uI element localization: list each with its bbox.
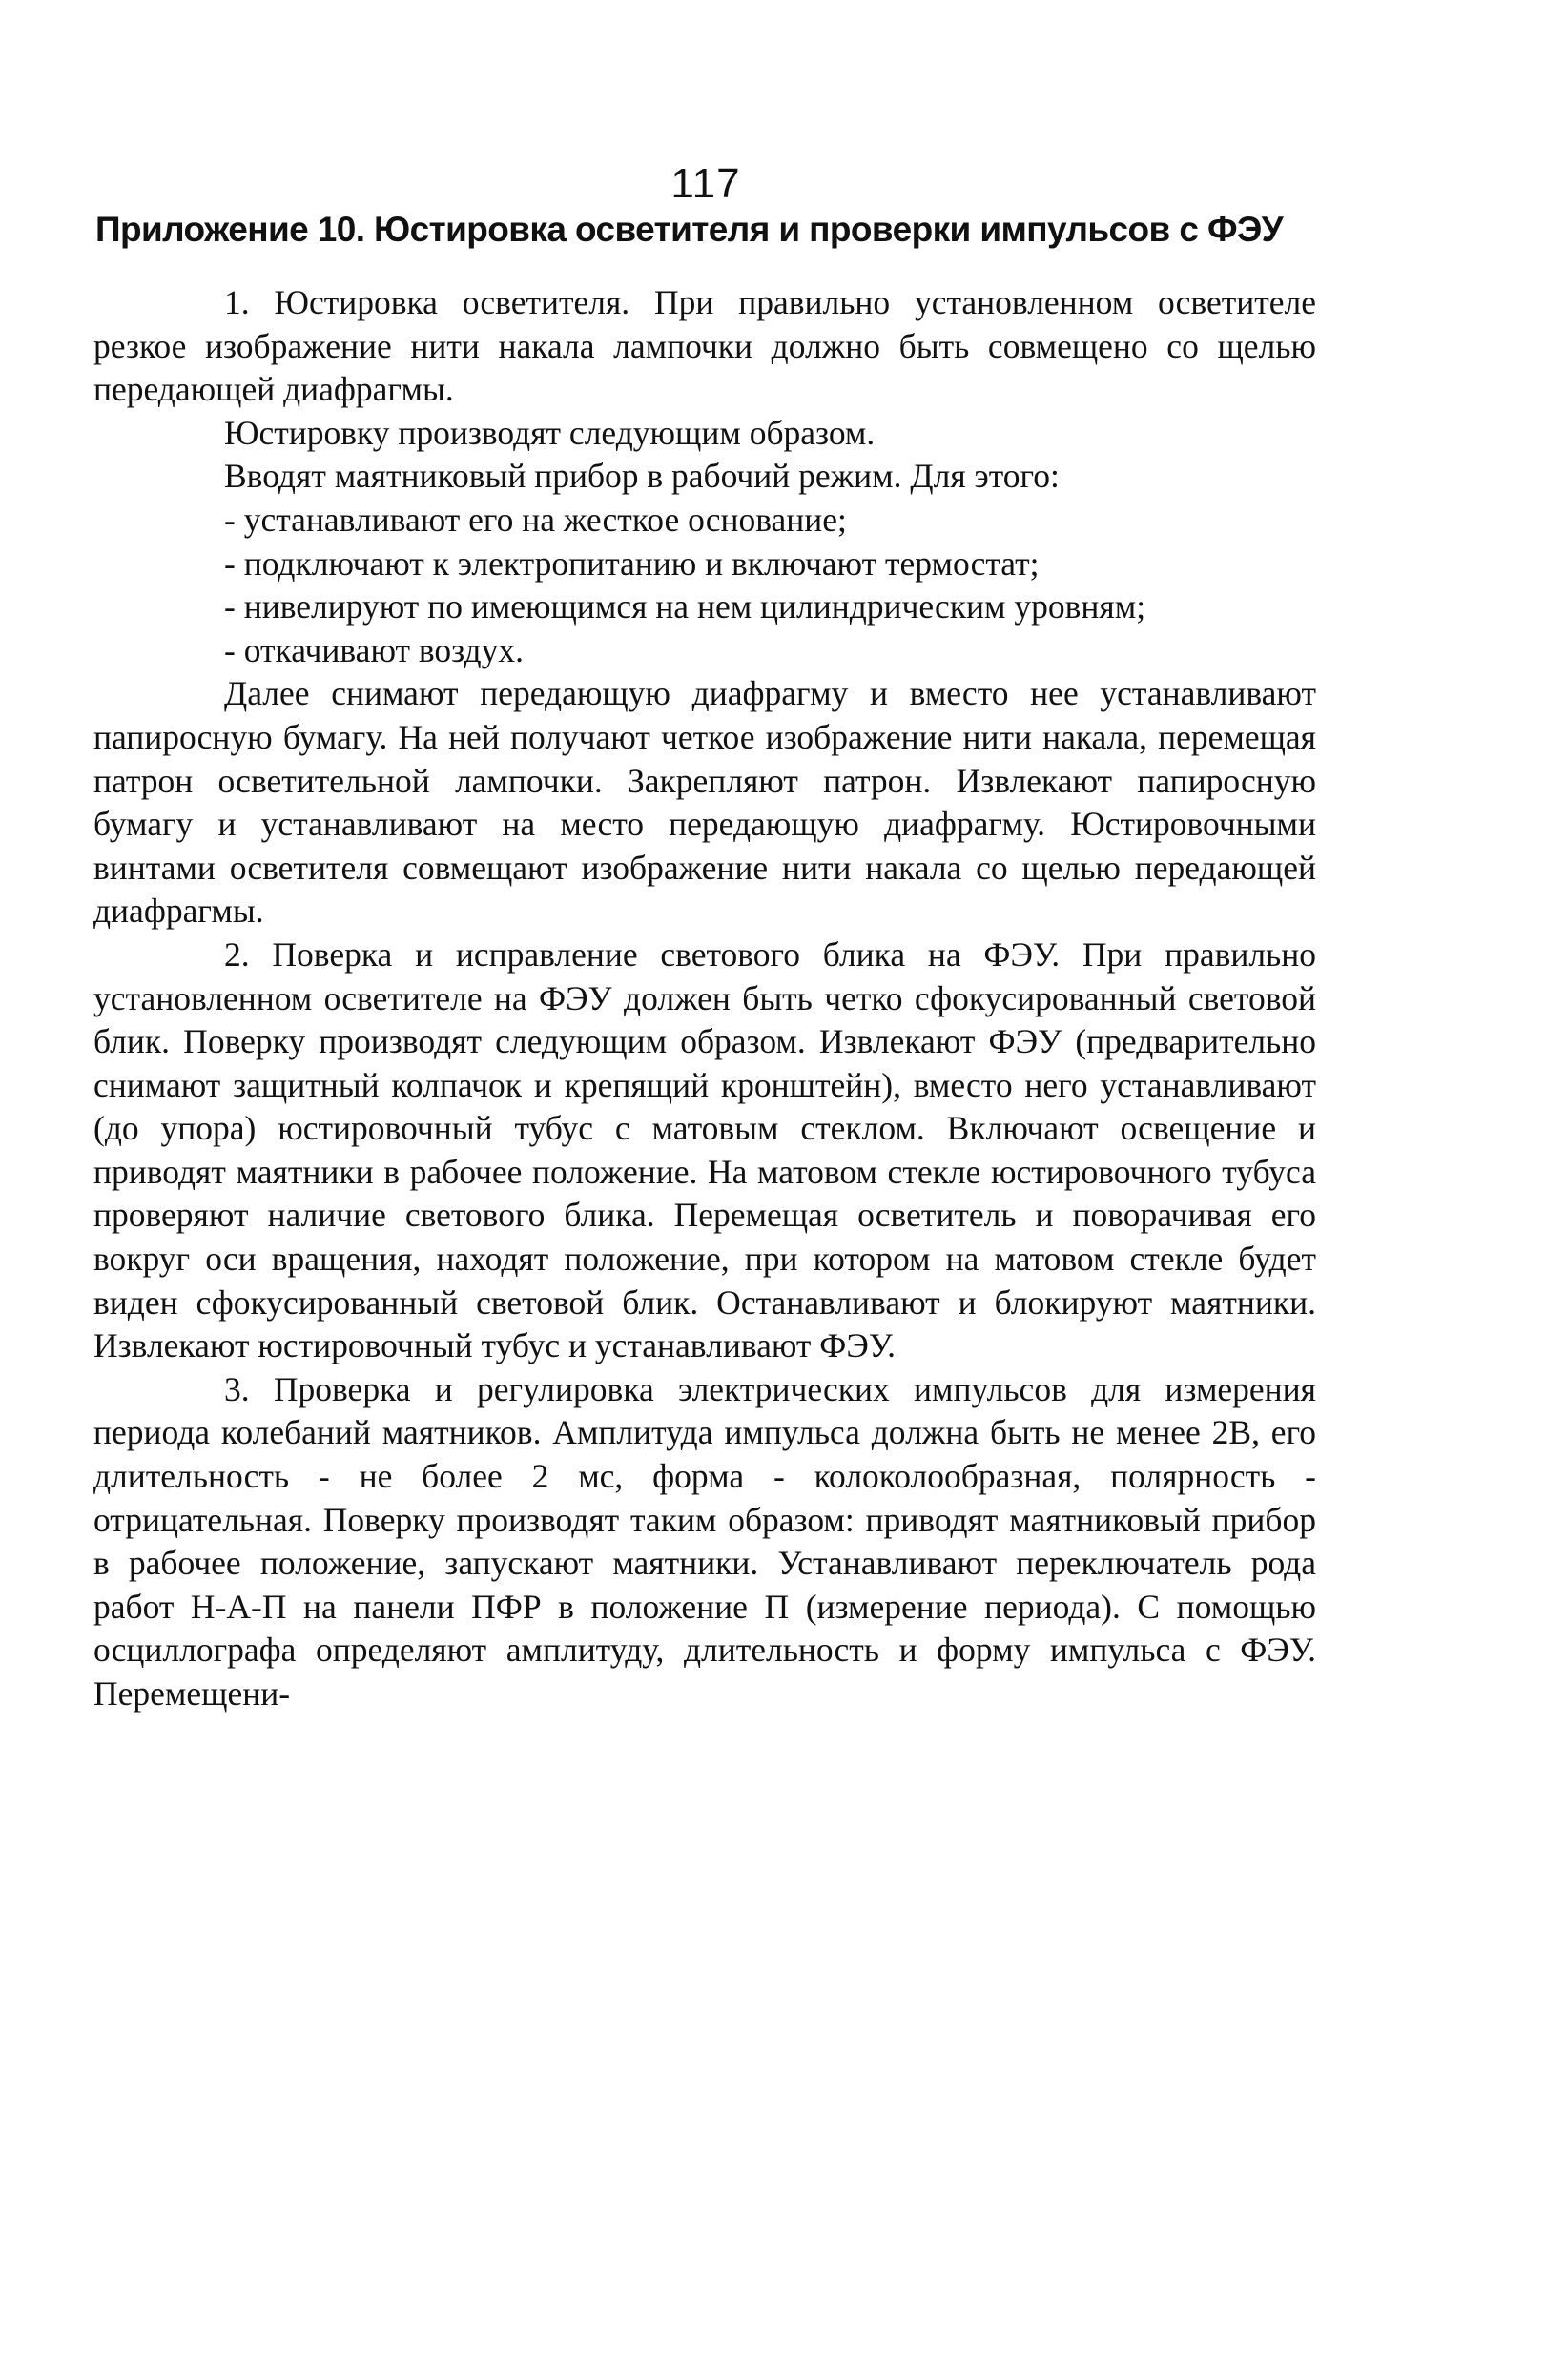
paragraph-pulse-check: 3. Проверка и регулировка электрических импульсов для измерения периода колебаний маятников. Амплитуда импульса должна быть не менее 2В, его длительность - не более 2 мс, форма - колоколообразная, полярность - отрицательная. Поверку производят таким образом: приводят маятниковый прибор в рабочее положение, запускают маятники. Устанавливают переключатель рода работ Н-А-П на панели ПФР в положение П (измерение периода). С помощью осциллографа определяют амплитуду, длительность и форму импульса с ФЭУ. Перемещени- <box>93 1369 1316 1713</box>
appendix-title: Приложение 10. Юстировка осветителя и проверки импульсов с ФЭУ <box>95 210 1284 249</box>
paragraph-light-spot-check: 2. Поверка и исправление светового блика на ФЭУ. При правильно установленном осветителе на ФЭУ должен быть четко сфокусированный световой блик. Поверку производят следующим образом. Извлекают ФЭУ (предварительно снимают защитный колпачок и крепящий кронштейн), вместо него устанавливают (до упора) юстировочный тубус с матовым стеклом. Включают освещение и приводят маятники в рабочее положение. На матовом стекле юстировочного тубуса проверяют наличие светового блика. Перемещая осветитель и поворачивая его вокруг оси вращения, находят положение, при котором на матовом стекле будет виден сфокусированный световой блик. Останавливают и блокируют маятники. Извлекают юстировочный тубус и устанавливают ФЭУ. <box>93 934 1316 1365</box>
list-item: - устанавливают его на жесткое основание; <box>224 500 847 539</box>
list-item: - откачивают воздух. <box>224 630 524 669</box>
paragraph-operating-mode: Вводят маятниковый прибор в рабочий режим. Для этого: <box>224 457 1060 496</box>
body-text <box>93 281 1316 1716</box>
paragraph-alignment-procedure: Юстировку производят следующим образом. <box>224 413 876 452</box>
paragraph-illuminator-alignment: 1. Юстировка осветителя. При правильно установленном осветителе резкое изображение нити накала лампочки должно быть совмещено со щелью передающей диафрагмы. <box>93 283 1316 409</box>
paragraph-diaphragm: Далее снимают передающую диафрагму и вместо нее устанавливают папиросную бумагу. На ней получают четкое изображение нити накала, перемещая патрон осветительной лампочки. Закрепляют патрон. Извлекают папиросную бумагу и устанавливают на место передающую диафрагму. Юстировочными винтами осветителя совмещают изображение нити накала со щелью передающей диафрагмы. <box>93 674 1316 931</box>
page-number: 117 <box>670 160 741 207</box>
list-item: - нивелируют по имеющимся на нем цилиндрическим уровням; <box>224 587 1146 626</box>
list-item: - подключают к электропитанию и включают термостат; <box>224 544 1040 583</box>
